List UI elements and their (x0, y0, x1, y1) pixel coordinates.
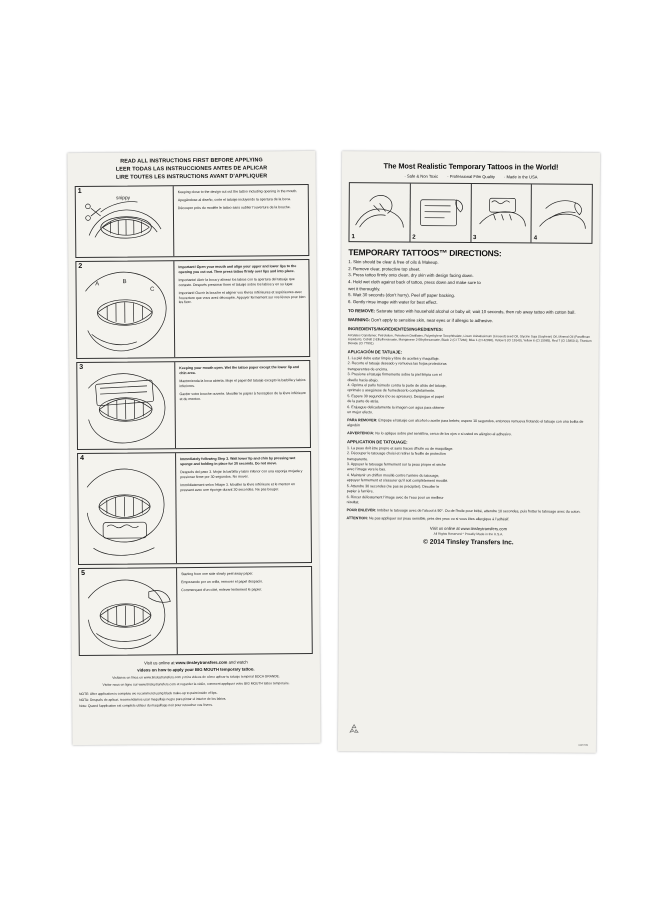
copyright-text: © 2014 Tinsley Transfers Inc. (423, 538, 514, 547)
footer-line-es: Visítanos en línea en www.tinsleytransfers.com y mira videos de cómo aplicar tu tatuaje temporal BOCA GRANDE. (112, 674, 280, 680)
es-warning-text: No lo aplique sobre piel sensitiva, cerca de los ojos o si usted es alérgico al adhesivo. (374, 431, 512, 437)
wet-paper-icon (77, 363, 175, 450)
fr-step-4: 4. Maintenir un chiffon mouillé contre l'arrière du tatouage, (346, 473, 440, 478)
step-text-en-strong: Keeping your mouth open. Wet the tattoo paper except the lower lip and chin area. (179, 365, 300, 376)
es-step-3b: diseño hacia abajo. (347, 377, 379, 382)
directions-heading: TEMPORARY TATTOOS™ DIRECTIONS: (348, 247, 502, 259)
es-step-2: 2. Recorte el tatuaje deseado y remueva las hojas protectoras (347, 361, 447, 367)
step-text-fr: Garder votre bouche ouverte. Mouiller le papier à l'exception de la lèvre inférieure et du menton. (179, 390, 306, 401)
step-1-text (174, 185, 309, 256)
warning-block (348, 317, 592, 325)
note-en: NOTE: After application is complete we recommend using black make-up to paint inside of lips. (79, 690, 218, 696)
fr-step-6b: résultat. (346, 500, 360, 505)
fr-remove-text: Imbiber le tatouage avec de l'alcool à 90°. Ou de l'huile pour bébé, attendre 10 secondes, puis frotter le tatouage avec du coton. (376, 508, 581, 514)
step-3-illustration (77, 363, 176, 450)
step-3 (76, 360, 311, 450)
step-5-text (177, 567, 312, 654)
es-step-6: 6. Enjuague delicadamente la imagen con agua para obtener (347, 404, 445, 410)
peel-sheet-icon (410, 184, 470, 242)
warning-text: Don't apply to sensitive skin, near eyes or if allergic to adhesive. (370, 317, 494, 324)
fr-heading: APPLICATION DE TATOUAGE: (347, 439, 408, 445)
remove-instructions (348, 308, 592, 316)
step-2 (75, 259, 310, 359)
step-text-es: Empezando por un orilla, remover el papel despacio. (181, 579, 264, 585)
step-text-en-strong: Immediately following Step 3. Wait lower lip and chin by pressing wet sponge and holding in place for 30 seconds. Do not move. (180, 456, 296, 467)
press-wet-cloth-icon (471, 184, 531, 242)
right-footer (346, 525, 590, 538)
warning-label: WARNING: (347, 317, 371, 323)
es-remove-label: PARA REMOVER: (347, 418, 378, 423)
how-to-cell-4 (532, 184, 592, 242)
right-title: The Most Realistic Temporary Tattoos in the World! (383, 161, 559, 172)
peel-paper-icon (79, 569, 177, 656)
remove-text: Saturate tattoo with household alcohol or baby oil; wait 10 seconds, then rub away tattoo with cotton ball. (375, 308, 576, 315)
step-4 (77, 451, 312, 565)
website-link[interactable]: www.tinsleytransfers.com (460, 526, 508, 532)
fr-remove-label: POUR ENLEVER: (346, 508, 377, 513)
direction-3: 3. Press tattoo firmly onto clean, dry skin with design facing down. (348, 272, 474, 279)
how-to-cell-1 (349, 183, 410, 241)
header-line-fr: LIRE TOUTES LES INSTRUCTIONS AVANT D'APPLIQUER (115, 173, 268, 181)
fr-warning-label: ATTENTION: (346, 516, 369, 521)
step-3-text (175, 361, 310, 448)
fr-remove (347, 508, 591, 515)
footer-line-2: videos on how to apply your BIG MOUTH temporary tattoo. (137, 666, 255, 673)
step-text-es: Importante! Abrir la boca y alinear los labios con la apertura del tatuaje que cortaste. Después presionar firme el tatuaje sobre los labios y en su lugar. (178, 277, 295, 288)
left-header (74, 157, 308, 183)
fr-step-2: 2. Découper le tatouage choisi et retirer la feuille de protection (346, 451, 446, 457)
step-text-en (180, 456, 307, 467)
fr-step-3b: avec l'image vers le bas. (346, 467, 387, 472)
bullet-quality: · Professional Film Quality (447, 173, 496, 180)
sponge-press-icon (78, 454, 176, 565)
label-a: A (95, 281, 100, 288)
footer-post: and watch (227, 660, 248, 666)
panel-number: 3 (472, 235, 477, 242)
step-number: 3 (79, 364, 84, 372)
es-step-2b: transparentes de encima. (347, 366, 389, 372)
fr-steps (347, 446, 591, 507)
step-text-fr: Découper près du modèle le tattoo sans oublier l'ouverture de la bouche. (177, 205, 291, 211)
es-step-1: 1. La piel debe estar limpia y libre de aceites y maquillaje. (347, 356, 440, 361)
how-to-panel (348, 182, 592, 244)
note-es: NOTA: Después de aplicar, recomendamos usar maquillaje negro para pintar el interior de los labios. (79, 696, 227, 702)
step-text-fr: Immédiatement selon l'étape 3. Mouiller la lèvre inférieure et le menton en pressant avec une éponge durant 30 secondes. Ne pas bouger. (180, 481, 296, 492)
direction-1: 1. Skin should be clear & free of oils & Makeup. (348, 259, 439, 265)
step-number: 5 (81, 570, 86, 578)
note-fr: Note: Quand l'application est complète utiliser du maquillage noir pour retoucher vos lèvres. (79, 702, 213, 708)
direction-2: 2. Remove clear, protective top sheet. (348, 265, 421, 272)
how-to-cell-2 (410, 184, 471, 242)
step-text-es: Apegándose al diseño, corte el tatuaje incluyendo la apertura de la boca. (177, 197, 291, 203)
instruction-card-left (67, 151, 320, 745)
left-footer (79, 659, 313, 687)
panel-number: 4 (533, 235, 538, 242)
step-text-fr: Commençant d'un côté, enlever lentement le papier. (181, 587, 263, 593)
bullet-usa: · Made in the USA (503, 174, 538, 180)
fr-step-6: 6. Rincer délicatement l'image avec de l'eau pour un meilleur (346, 494, 444, 500)
recycle-icon (348, 723, 360, 735)
es-warning (347, 431, 591, 438)
feature-bullets (349, 173, 593, 180)
footer-pre: Visit us online at (429, 525, 461, 532)
es-warning-label: ADVERTENCIA: (347, 431, 375, 436)
step-text-en: Starting from one side slowly peel away paper. (181, 571, 254, 577)
directions-list (348, 259, 592, 307)
step-4-text (176, 452, 311, 563)
rights-text: All Rights Reserved * Proudly Made in the U.S.A. (433, 531, 504, 537)
step-2-illustration (76, 262, 175, 359)
footer-pre: Visit us online at (144, 660, 176, 666)
es-step-4b: oprimalo y asegúrese de humedecerlo completamente. (347, 388, 436, 394)
fr-step-2b: transparente. (346, 456, 369, 461)
align-lips-icon (76, 262, 174, 359)
bullet-safe: · Safe & Non Toxic (404, 173, 439, 179)
step-number: 2 (78, 263, 83, 271)
es-step-5b: de la parte de atrás. (347, 399, 380, 404)
print-code: 1116709 (578, 743, 588, 747)
fr-step-4b: appuyer fermement et s'assurer qu'il soit complètement mouillé. (346, 478, 449, 484)
step-1 (75, 184, 310, 258)
step-5-illustration (79, 569, 178, 656)
fr-warning (347, 516, 591, 523)
es-heading: APLICACIÓN DE TATUAJE: (347, 349, 403, 355)
panel-number: 1 (351, 234, 355, 241)
fr-step-3: 3. Appuyer le tatouage fermement sur la peau propre et sèche (346, 462, 446, 467)
ingredients-text: Acrylates Copolymer, Petrolatum, Petroleum Distillates, Polyethylene Terephthalate, Linum Usitatissimum (Linseed) seed Oil, Glycine Soja (Soybean) Oil, Mineral Oil (Paraffinum Liquidum), Cobalt 2-Ethylhexanoate, Manganese 2-Ethylhexanoate, Black 2 (CI 77266); Blue 1 (CI 42090), Yellow 5 (CI 19140), Yellow 6 (CI 15985), Red 7 (CI 15850:1), Titanium Dioxide (CI 77891) (347, 333, 592, 346)
snippy-label: snippy (116, 196, 131, 202)
left-notes (79, 690, 313, 709)
step-2-text (174, 260, 309, 357)
remove-label: TO REMOVE: (347, 308, 376, 314)
website-link[interactable]: www.tinsleytransfers.com (175, 660, 228, 666)
es-step-6b: un mejor efecto. (347, 410, 374, 415)
step-number: 1 (77, 188, 82, 196)
step-text-fr: Important! Ouvrir la bouche et aligner vos lèvres inférieures et supérieures avec l'ouverture que vous avez découpée. Appuyer fermement sur vos lèvres pour bien les fixer. (178, 289, 306, 305)
fr-warning-text: Ne pas appliquer sur peau sensible, près des yeux ou si vous êtes allergique à l'adhésif. (368, 516, 510, 522)
direction-5: 5. Wait 30 seconds (don't hurry). Peel off paper backing. (348, 292, 455, 299)
direction-4b: wet it thoroughly. (348, 285, 381, 292)
es-step-3: 3. Presione el tatuaje firmemente sobre la piel limpia con el (347, 372, 442, 377)
direction-4: 4. Hold wet cloth against back of tattoo, press down and make sure to (348, 279, 481, 286)
how-to-cell-3 (471, 184, 532, 242)
panel-number: 2 (412, 234, 416, 241)
clean-skin-icon (349, 183, 409, 241)
step-text-en: Keeping close to the design cut out the tattoo including opening in the mouth. (177, 189, 298, 195)
es-remove (347, 418, 591, 430)
fr-step-5b: papier à l'arrière. (346, 489, 374, 494)
step-1-illustration (76, 187, 175, 258)
label-b: B (122, 279, 127, 286)
step-text-en-strong: Important! Open your mouth and align your upper and lower lips to the opening you cut out. Then press tattoo firmly over lips and into place. (178, 264, 297, 275)
step-text-en (178, 265, 305, 276)
header-line-en: READ ALL INSTRUCTIONS FIRST BEFORE APPLYING (120, 157, 263, 165)
ingredients-heading: INGREDIENTS/INGREDIENTES/INGREDIENTES: (347, 326, 444, 333)
es-step-4: 4. Oprima el paño húmedo contra la parte de atrás del tatuaje, (347, 383, 447, 388)
instruction-card-right (338, 151, 600, 753)
steps-list (75, 184, 313, 656)
peel-backing-icon (532, 184, 592, 242)
es-steps (347, 356, 591, 417)
header-line-es: LEER TODAS LAS INSTRUCCIONES ANTES DE APLICAR (115, 165, 268, 173)
step-text-en (179, 366, 306, 377)
scissors-cut-mouth-icon (76, 187, 174, 258)
fr-step-1: 1. La peau doit être propre et sans traces d'huile ou de maquillage. (347, 445, 454, 451)
step-5 (78, 566, 313, 656)
es-step-5: 5. Espere 30 segundos (no se apresure). Despegue el papel (347, 394, 444, 399)
step-text-es: Después del paso 3. Mojar la barbilla y labio inferior con una esponja mojada y presionar firme por 30 segundos. No mover. (180, 469, 303, 480)
step-4-illustration (78, 454, 177, 565)
footer-line-fr: Visiter nous en ligne sur www.tinsleytransfers.com et regarder la vidéo, comment appliquer votre BIG MOUTH tattoo temporaire. (102, 681, 290, 687)
fr-step-5: 5. Attendre 30 secondes (ne pas se précipiter). Décoller le (346, 483, 440, 489)
step-number: 4 (80, 455, 85, 463)
step-text-es: Mantenienda la boca abierta. Moje el papel del tatuaje excepto la barbilla y labios inferiores. (179, 378, 306, 389)
direction-6: 6. Gently rinse image with water for best effect. (348, 299, 438, 305)
es-remove-text: Empape el tatuaje con alcohol o aceite para bebés; espere 10 segundos, entonces remueva frotando el tatuaje con una bolita de algodón (347, 418, 584, 428)
label-c: C (150, 287, 155, 294)
